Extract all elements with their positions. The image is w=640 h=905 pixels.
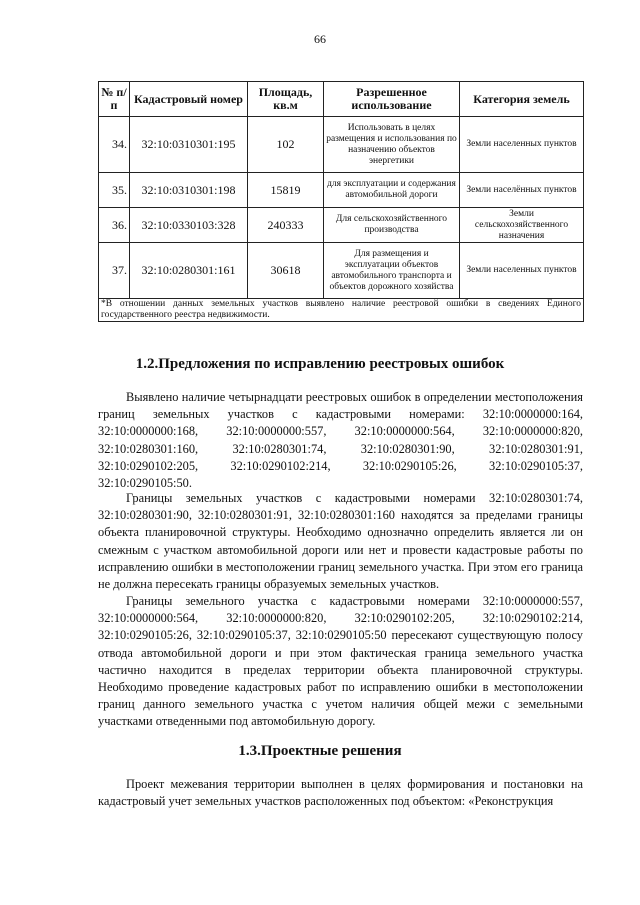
row-use: Для размещения и эксплуатации объектов автомобильного транспорта и объектов дорожного хозяйства — [324, 243, 460, 299]
row-category: Земли населенных пунктов — [460, 117, 584, 173]
section-heading-1-2: 1.2.Предложения по исправлению реестровых ошибок — [135, 356, 505, 372]
paragraph: Выявлено наличие четырнадцати реестровых ошибок в определении местоположения границ земельных участков с кадастровыми номерами: 32:10:0000000:164, 32:10:0000000:168, 32:10:0000000:557, 32:10:0000000:564, 32:10:0000000:820, 32:10:0280301:160, 32:10:0280301:74, 32:10:0280301:90, 32:10:0280301:91, 32:10:0290102:205, 32:10:0290102:214, 32:10:0290105:26, 32:10:0290105:37, 32:10:0290105:50. — [98, 390, 583, 491]
row-category: Земли населенных пунктов — [460, 243, 584, 299]
row-use: Использовать в целях размещения и использования по назначению объектов энергетики — [324, 117, 460, 173]
row-use: Для сельскохозяйственного производства — [324, 208, 460, 243]
table-header-row — [99, 82, 584, 117]
row-category: Земли сельскохозяйственного назначения — [460, 208, 584, 243]
row-cadastral: 32:10:0310301:198 — [130, 173, 248, 208]
row-use: для эксплуатации и содержания автомобильной дороги — [324, 173, 460, 208]
row-area: 240333 — [248, 208, 324, 243]
row-cadastral: 32:10:0310301:195 — [130, 117, 248, 173]
row-area: 30618 — [248, 243, 324, 299]
page-number: 66 — [314, 32, 326, 46]
row-area: 102 — [248, 117, 324, 173]
header-cadastral: Кадастровый номер — [130, 82, 248, 117]
header-area: Площадь, кв.м — [248, 82, 324, 117]
paragraph: Границы земельного участка с кадастровыми номерами 32:10:0000000:557, 32:10:0000000:564, 32:10:0000000:820, 32:10:0290102:205, 32:10:0290102:214, 32:10:0290105:26, 32:10:0290105:37, 32:10:0290105:50 пересекают существующую полосу отвода автомобильной дороги и при этом фактическая граница земельного участка частично находится в пределах территории объекта планировочной структуры. Необходимо проведение кадастровых работ по исправлению ошибки в местоположении границ данного земельного участка с учетом наличия общей межи с земельными участками отведенными под автомобильную дорогу. — [98, 594, 583, 729]
table-row — [99, 243, 584, 299]
row-cadastral: 32:10:0330103:328 — [130, 208, 248, 243]
row-cadastral: 32:10:0280301:161 — [130, 243, 248, 299]
row-num: 35. — [99, 173, 130, 208]
header-category: Категория земель — [460, 82, 584, 117]
paragraph: Проект межевания территории выполнен в целях формирования и постановки на кадастровый учет земельных участков расположенных под объектом: «Реконструкция — [98, 777, 583, 809]
table-row — [99, 173, 584, 208]
header-use: Разрешенное использование — [324, 82, 460, 117]
paragraph: Границы земельных участков с кадастровыми номерами 32:10:0280301:74, 32:10:0280301:90, 32:10:0280301:91, 32:10:0280301:160 находятся за пределами границы объекта планировочной структуры. Необходимо однозначно определить является ли он смежным с участком автомобильной дороги или нет и провести кадастровые работы по исправлению ошибки в местоположении границ земельного участка. При этом его граница не должна пересекать границы образуемых земельных участков. — [98, 491, 583, 592]
row-area: 15819 — [248, 173, 324, 208]
row-num: 34. — [99, 117, 130, 173]
header-num: № п/п — [99, 82, 130, 117]
cadastral-table — [98, 81, 584, 322]
section-heading-1-3: 1.3.Проектные решения — [238, 743, 402, 759]
row-num: 36. — [99, 208, 130, 243]
table-footnote: *В отношении данных земельных участков выявлено наличие реестровой ошибки в сведениях Единого государственного реестра недвижимости. — [99, 299, 584, 322]
row-num: 37. — [99, 243, 130, 299]
row-category: Земли населённых пунктов — [460, 173, 584, 208]
table-row — [99, 117, 584, 173]
table-footnote-row — [99, 299, 584, 322]
table-row — [99, 208, 584, 243]
